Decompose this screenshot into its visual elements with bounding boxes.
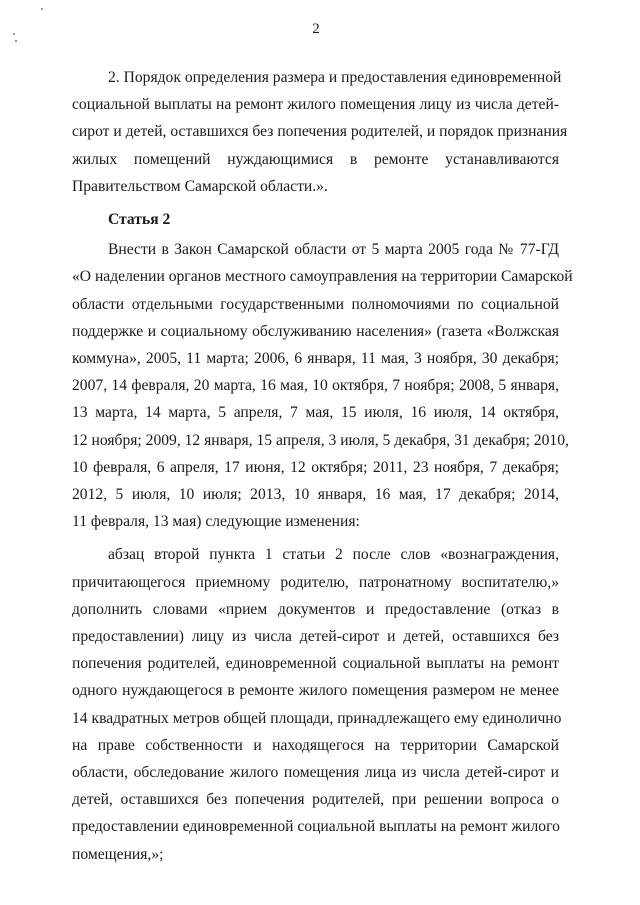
article-heading: Статья 2 [108,211,171,229]
text-line: детей, оставшихся без попечения родителей, при решении вопроса о [72,791,559,809]
text-line: попечения родителей, единовременной социальной выплаты на ремонт [72,655,559,673]
text-line: 11 февраля, 13 мая) следующие изменения: [72,513,360,531]
document-body [72,64,573,874]
text-line: «О наделении органов местного самоуправления на территории Самарской [72,268,573,286]
text-line: сирот и детей, оставшихся без попечения родителей, и порядок признания [72,123,568,141]
text-line: дополнить словами «прием документов и предоставление (отказ в [72,600,559,618]
text-line: 2012, 5 июля, 10 июля; 2013, 10 января, 16 мая, 17 декабря; 2014, [72,486,559,504]
text-line: предоставлении единовременной социальной выплаты на ремонт жилого [72,818,560,836]
text-line: жилых помещений нуждающимися в ремонте устанавливаются [72,150,559,168]
page-number: 2 [312,21,320,37]
text-line: Правительством Самарской области.». [72,177,328,195]
text-line: 12 ноября; 2009, 12 января, 15 апреля, 3 июля, 5 декабря, 31 декабря; 2010, [72,431,569,449]
text-line: 10 февраля, 6 апреля, 17 июня, 12 октября; 2011, 23 ноября, 7 декабря; [72,458,559,476]
paragraph-article-2-intro [72,236,573,535]
text-line: 2. Порядок определения размера и предоставления единовременной [108,69,562,86]
text-line: коммуна», 2005, 11 марта; 2006, 6 января, 11 мая, 3 ноября, 30 декабря; [72,350,559,368]
paragraph-amendment-point-2 [72,64,568,200]
text-line: 2007, 14 февраля, 20 марта, 16 мая, 10 октября, 7 ноября; 2008, 5 января, [72,377,559,395]
text-line: помещения,»; [72,845,164,863]
scan-artifact [15,40,17,42]
text-line: области отдельными государственными полномочиями по социальной [72,295,559,313]
text-line: причитающегося приемному родителю, патронатному воспитателю,» [72,573,559,591]
text-line: 14 квадратных метров общей площади, принадлежащего ему единолично [72,709,562,727]
text-line: одного нуждающегося в ремонте жилого помещения размером не менее [72,682,559,700]
text-line: поддержке и социальному обслуживанию населения» (газета «Волжская [72,322,559,340]
paragraph-article-2-change [72,541,562,867]
text-line: Внести в Закон Самарской области от 5 марта 2005 года № 77-ГД [108,241,559,259]
text-line: на праве собственности и находящегося на территории Самарской [72,736,559,754]
text-line: 13 марта, 14 марта, 5 апреля, 7 мая, 15 июля, 16 июля, 14 октября, [72,404,559,422]
text-line: абзац второй пункта 1 статьи 2 после слов «вознаграждения, [108,546,559,564]
text-line: предоставлении) лицу из числа детей-сирот и детей, оставшихся без [72,628,559,646]
text-line: области, обследование жилого помещения лица из числа детей-сирот и [72,764,559,782]
text-line: социальной выплаты на ремонт жилого помещения лицу из числа детей- [72,96,559,114]
scan-artifact [41,8,43,10]
